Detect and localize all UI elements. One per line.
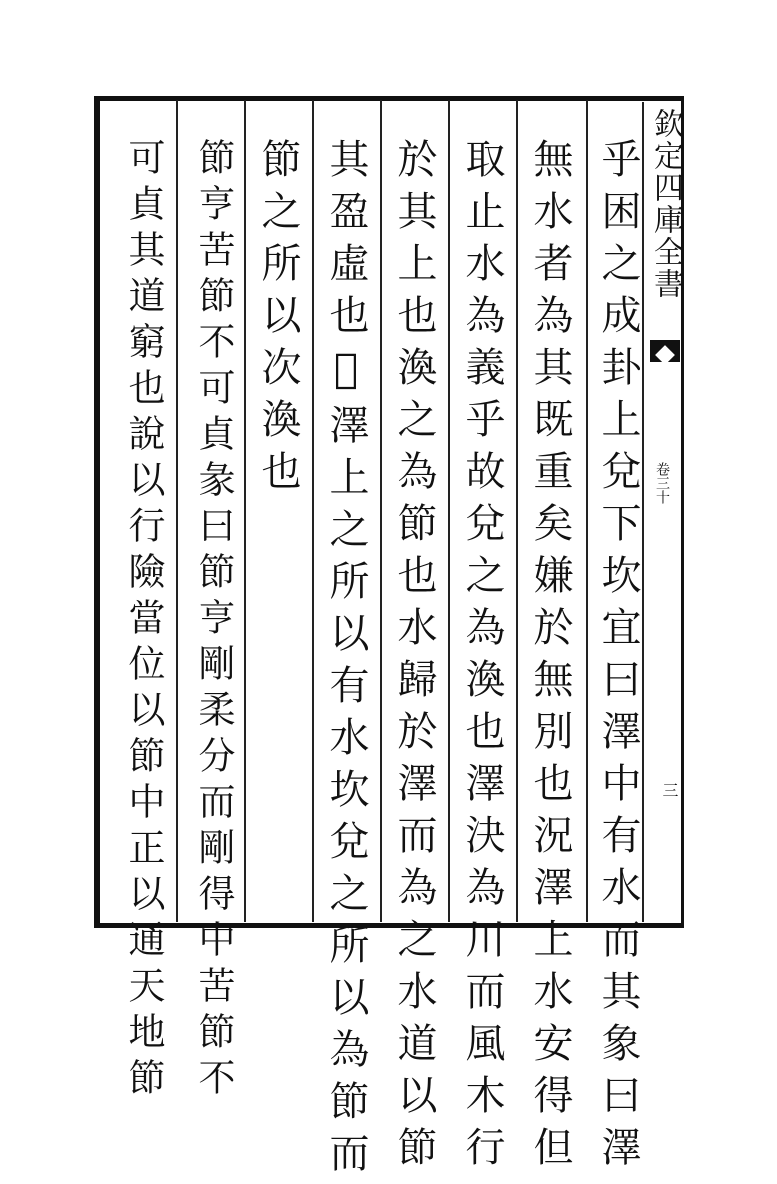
- column-rule: [176, 100, 178, 922]
- text-column-4: 於其上也渙之為節也水歸於澤而為之水道以節: [391, 138, 437, 1178]
- column-rule: [516, 100, 518, 922]
- book-title: 欽定四庫全書: [648, 108, 683, 300]
- text-column-7: 節亨苦節不可貞彖曰節亨剛柔分而剛得中苦節不: [192, 138, 235, 1104]
- text-column-1: 乎困之成卦上兌下坎宜曰澤中有水而其象曰澤: [595, 138, 641, 1178]
- text-column-3: 取止水為義乎故兌之為渙也澤決為川而風木行: [459, 138, 505, 1178]
- column-rule: [586, 100, 588, 922]
- column-rule: [312, 100, 314, 922]
- volume-label: 卷三十: [654, 462, 670, 504]
- column-rule: [448, 100, 450, 922]
- page-number: 三: [660, 782, 679, 798]
- text-column-6: 節之所以次渙也: [255, 138, 301, 502]
- column-rule: [244, 100, 246, 922]
- text-column-8: 可貞其道窮也說以行險當位以節中正以通天地節: [122, 138, 165, 1104]
- text-column-5: 其盈虛也𣲖澤上之所以有水坎兌之所以為節而: [323, 138, 369, 1184]
- text-column-2: 無水者為其既重矣嫌於無別也況澤上水安得但: [527, 138, 573, 1178]
- fish-tail-mark: [650, 340, 680, 362]
- column-rule: [380, 100, 382, 922]
